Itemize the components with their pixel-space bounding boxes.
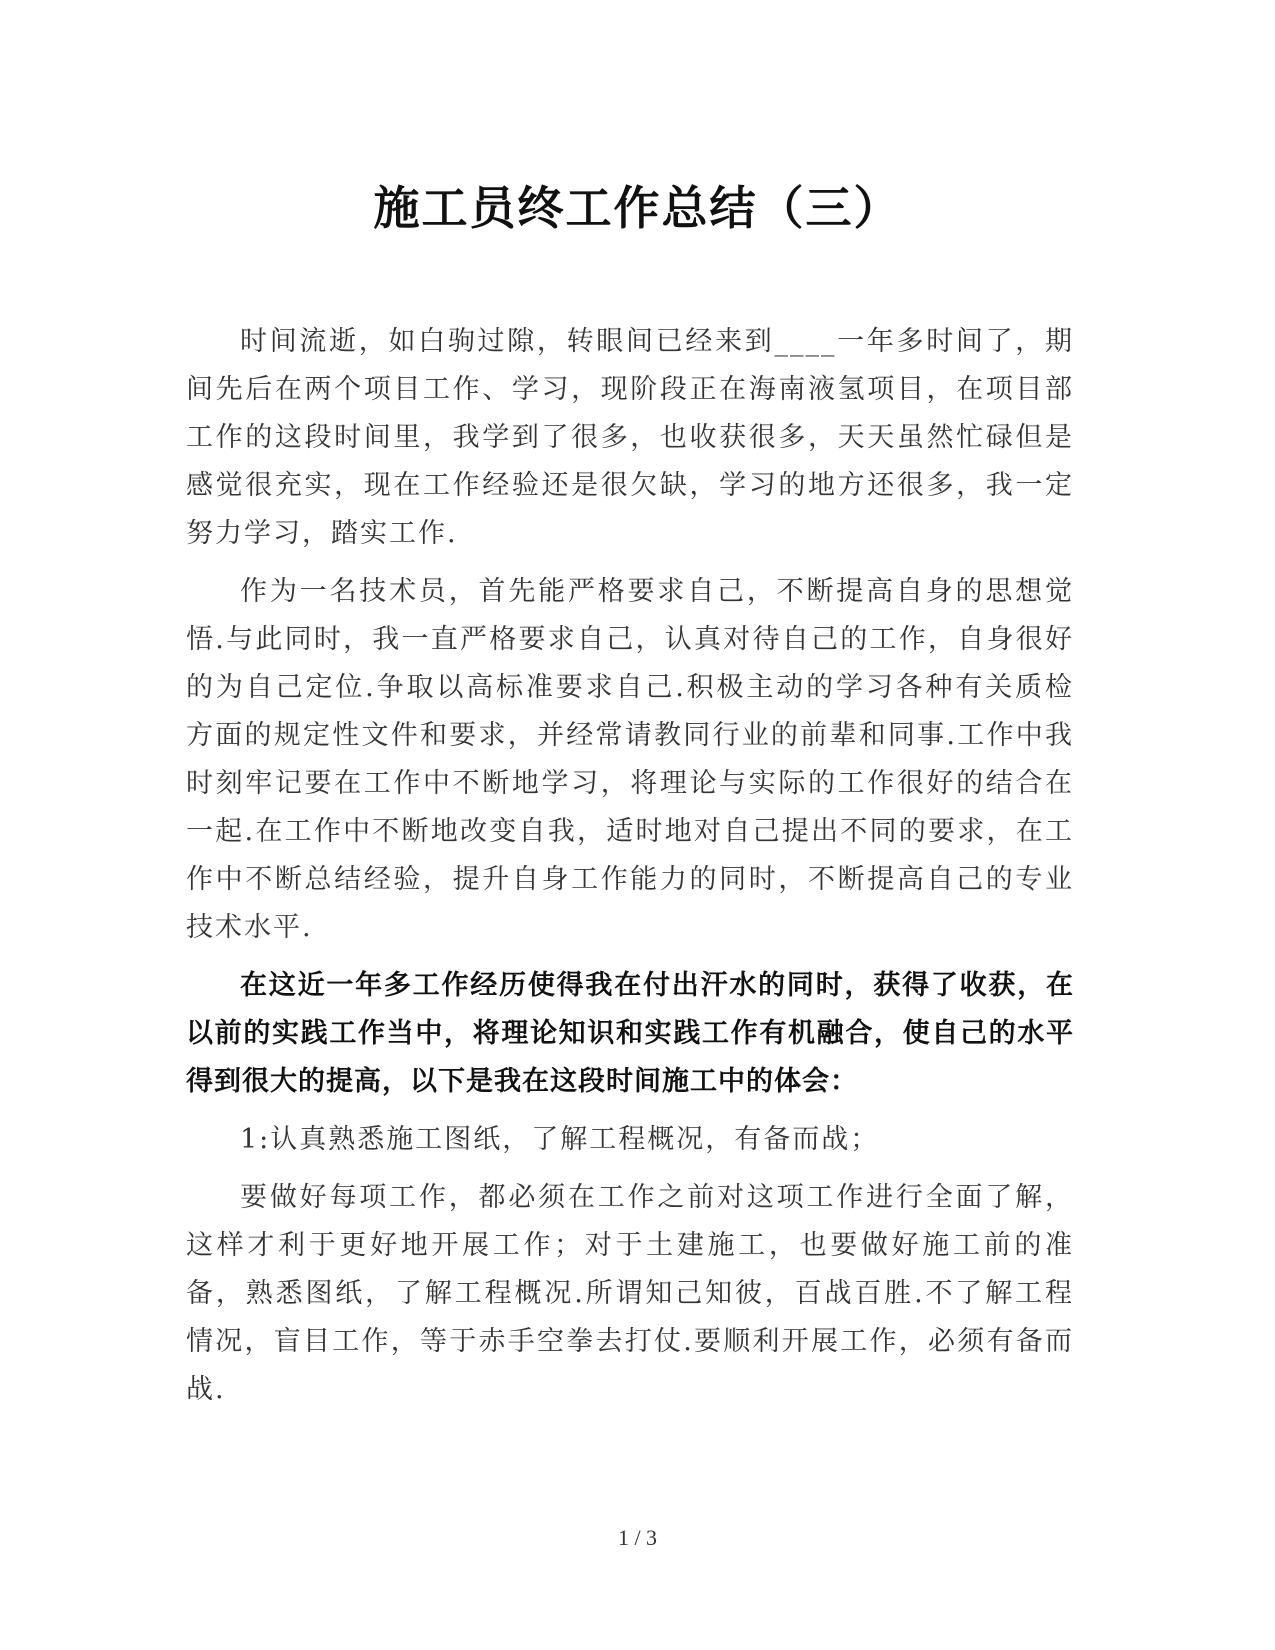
paragraph-technician-role: 作为一名技术员，首先能严格要求自己，不断提高自身的思想觉悟.与此同时，我一直严格要求自己，认真对待自己的工作，自身很好的为自己定位.争取以高标准要求自己.积极主动的学习各种有关质检方面的规定性文件和要求，并经常请教同行业的前辈和同事.工作中我时刻牢记要在工作中不断地学习，将理论与实际的工作很好的结合在一起.在工作中不断地改变自我，适时地对自己提出不同的要求，在工作中不断总结经验，提升自身工作能力的同时，不断提高自己的专业技术水平. [186, 576, 1074, 943]
document-title: 施工员终工作总结（三） [373, 180, 902, 235]
paragraph-point-1-heading: 1:认真熟悉施工图纸，了解工程概况，有备而战； [240, 1124, 880, 1155]
paragraph-experience-summary: 在这近一年多工作经历使得我在付出汗水的同时，获得了收获，在以前的实践工作当中，将理论知识和实践工作有机融合，使自己的水平得到很大的提高，以下是我在这段时间施工中的体会： [186, 970, 1074, 1097]
paragraph-point-1-detail: 要做好每项工作，都必须在工作之前对这项工作进行全面了解，这样才利于更好地开展工作；对于土建施工，也要做好施工前的准备，熟悉图纸，了解工程概况.所谓知己知彼，百战百胜.不了解工程情况，盲目工作，等于赤手空拳去打仗.要顺利开展工作，必须有备而战. [186, 1182, 1074, 1405]
document-body [186, 318, 1074, 1424]
page-number: 1 / 3 [617, 1525, 658, 1550]
paragraph-intro: 时间流逝，如白驹过隙，转眼间已经来到____一年多时间了，期间先后在两个项目工作、学习，现阶段正在海南液氢项目，在项目部工作的这段时间里，我学到了很多，也收获很多，天天虽然忙碌但是感觉很充实，现在工作经验还是很欠缺，学习的地方还很多，我一定努力学习，踏实工作. [186, 326, 1074, 549]
